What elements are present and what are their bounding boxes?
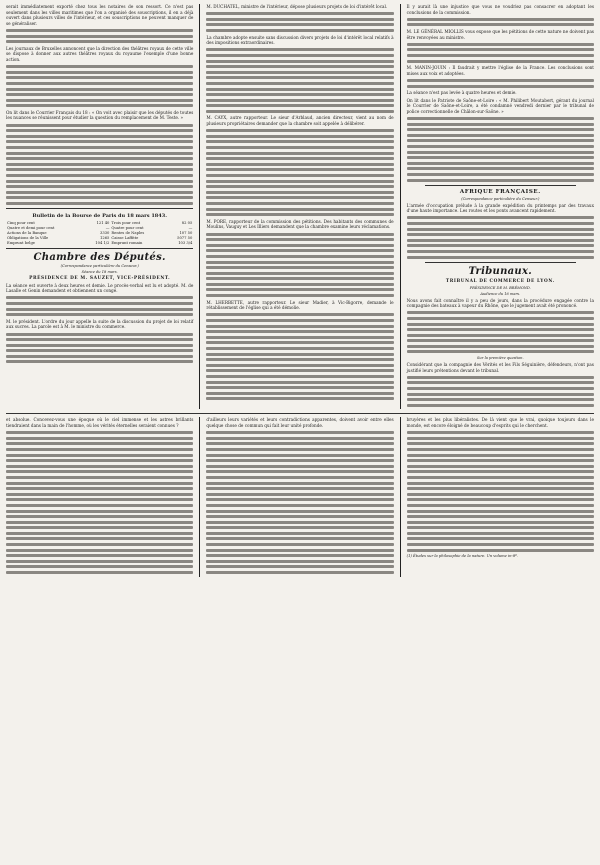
col3-para8: Considérant que la compagnie des Vérités et les Fils Séguinière, défendeurs, n'ont pas justifié leurs prétentions devant le tribunal. [406, 362, 594, 373]
bourse-value: 121 40 [96, 220, 110, 225]
feuilleton-col2-text: d'ailleurs leurs variétés et leurs contradictions apparentes, doivent avoir entre elles quelque chose de commun qui fait leur unité profonde. [206, 417, 394, 428]
col3-para4: La séance n'est pas levée à quatre heures et demie. [406, 90, 517, 96]
bourse-value: 103 3/4 [178, 240, 193, 245]
col1-para2: Les journaux de Bruxelles annoncent que la direction des théâtres royaux de cette ville se dispose à donner aux autres théâtres royaux du royaume l'exemple d'une bonne action. [6, 45, 194, 62]
col2-para2: La chambre adopte ensuite sans discussion divers projets de loi d'intérêt local relatifs à des impositions extraordinaires. [206, 34, 394, 46]
bourse-label: Emprunt belge [7, 240, 35, 245]
bourse-value: 1265 [100, 235, 110, 240]
bourse-label: Actions de la Banque [7, 230, 47, 235]
bourse-table [6, 221, 193, 246]
column-3 [407, 4, 594, 409]
col2-para4: M. PORE, rapporteur de la commission des pétitions. Des habitants des communes de Moulins, Vauguy et Les Illiers demandent que la chambre examine leurs réclamations. [206, 218, 394, 230]
feuilleton-col1-text: et absolue. Concevez-vous une époque où le ciel immense et les astres brillants tiendraient dans la main de l'homme, où les vérités éternelles seraient connues ? [6, 417, 194, 428]
hearing-date: Audience du 16 mars. [480, 291, 521, 296]
separator [425, 185, 576, 186]
column-rule [199, 4, 200, 409]
top-columns [6, 4, 594, 409]
section-title: Sur la première question. [476, 356, 524, 361]
column-rule [199, 417, 200, 576]
afrique-subtitle: (Correspondance particulière du Censeur.) [461, 196, 540, 201]
feuilleton-column-3 [407, 417, 594, 576]
tribunal-presidency: PRÉSIDENCE DE M. BRÉMOND. [469, 285, 531, 290]
bourse-value: 104 1/2 [95, 240, 110, 245]
bourse-label: Obligations de la Ville [7, 235, 49, 240]
col1-para4: La séance est ouverte à deux heures et demie. Le procès-verbal est lu et adopté. M. de Lasalle et Genin demandent et obtiennent un congé. [6, 282, 194, 294]
col1-para3: On lit dans le Courrier Français du 18 : « On voit avec plaisir que les députés de toutes les nuances se réunissent pour étudier la question du remplacement de M. Teste. » [6, 109, 194, 121]
col1-para5: M. le président. L'ordre du jour appelle la suite de la discussion du projet de loi relatif aux sucres. La parole est à M. le ministre du commerce. [6, 318, 194, 330]
bourse-label: Emprunt romain [111, 240, 143, 245]
bourse-value: 5077 50 [177, 235, 193, 240]
feuilleton-column-2 [206, 417, 393, 576]
bourse-value: 107 50 [179, 230, 193, 235]
bourse-title: Bulletin de la Bourse de Paris du 18 mars 1843. [32, 212, 167, 219]
bourse-label: Trois pour cent [111, 220, 141, 225]
col1-intro: serait immédiatement exporté chez tous les notaires de son ressort. Ce n'est pas seulement dans les villes maritimes que l'on a organisé des souscriptions, il en a déjà ouvert dans plusieurs villes de l'intérieur, et ces souscriptions ne peuvent manquer de se généraliser. [6, 4, 194, 26]
bourse-label: Quatre et demi pour cent [7, 225, 55, 230]
col3-para1: Il y aurait là une injustice que vous ne voudriez pas consacrer en adoptant les conclusions de la commission. [406, 4, 594, 15]
col3-para7: Nous avons fait connaître il y a peu de jours, dans la procédure engagée contre la compagnie des bateaux à vapeur du Rhône, que le jugement avait été prononcé. [406, 297, 594, 309]
footnote: (1) Études sur la philosophie de la nature. Un volume in-8º. [406, 554, 519, 559]
col3-para3: M. MANIN-JOUIN : Il faudrait y mettre l'église de la France. Les conclusions sont mises aux voix et adoptées. [406, 65, 594, 76]
feuilleton-column-1 [6, 417, 193, 576]
column-2 [206, 4, 393, 409]
newspaper-page [6, 4, 594, 857]
col2-para3: M. CAYX, autre rapporteur. Le sieur d'Arblaud, ancien directeur, vient au nom de plusieurs propriétaires demander que la chambre soit appelée à délibérer. [206, 115, 394, 127]
col3-para5: On lit dans le Patriote de Saône-et-Loire : « M. Philibert Moutabert, gérant du journal le Courrier de Saône-et-Loire, a été condamné vendredi dernier par le tribunal de police correctionnelle de Châlon-sur-Saône. » [406, 97, 594, 114]
bourse-label: Cinq pour cent [7, 220, 35, 225]
col2-para5: M. LHERBETTE, autre rapporteur. Le sieur Madier, à Vic-Bigorre, demande le rétablissement de l'église qui a été démolie. [206, 299, 394, 311]
col3-para2: M. LE GÉNÉRAL MIOLLIS vous expose que les pétitions de cette nature ne doivent pas être renvoyées au ministre. [406, 28, 594, 40]
feuilleton [6, 413, 594, 576]
chamber-title: Chambre des Députés. [33, 251, 166, 263]
feuilleton-col3-text: bruyères et les plus libéralistes. De là vient que le vrai, quoique toujours dans le monde, est encore éloigné de beaucoup d'esprits qui le cherchent. [406, 417, 594, 428]
col2-para1: M. DUCHATEL, ministre de l'intérieur, dépose plusieurs projets de loi d'intérêt local. [206, 4, 388, 9]
bourse-row [6, 241, 193, 246]
feuilleton-columns [6, 417, 594, 576]
chamber-subtitle: (Correspondance particulière du Censeur.) [60, 263, 139, 268]
bourse-value: 3330 [100, 230, 110, 235]
bourse-label: Rentes de Naples [111, 230, 145, 235]
bourse-label: Quatre pour cent [111, 225, 144, 230]
bourse-value: — [188, 225, 193, 230]
col3-para6: L'armée d'occupation prélude à la grande expédition du printemps par des travaux d'une haute importance. Les routes et les ponts avancent rapidement. [406, 202, 594, 214]
tribunaux-title: Tribunaux. [468, 265, 533, 277]
session-date: Séance du 18 mars. [81, 269, 118, 274]
bourse-bulletin [6, 208, 193, 249]
column-rule [400, 417, 401, 576]
presidency: PRÉSIDENCE DE M. SAUZET, VICE-PRÉSIDENT. [29, 275, 171, 281]
column-1 [6, 4, 193, 409]
tribunal-name: TRIBUNAL DE COMMERCE DE LYON. [445, 278, 555, 284]
column-rule [400, 4, 401, 409]
bourse-label: Caisse Laffitte [111, 235, 139, 240]
separator [425, 262, 576, 263]
afrique-title: AFRIQUE FRANÇAISE. [459, 188, 541, 195]
bourse-value: 82 05 [181, 220, 193, 225]
bourse-value: — [105, 225, 110, 230]
